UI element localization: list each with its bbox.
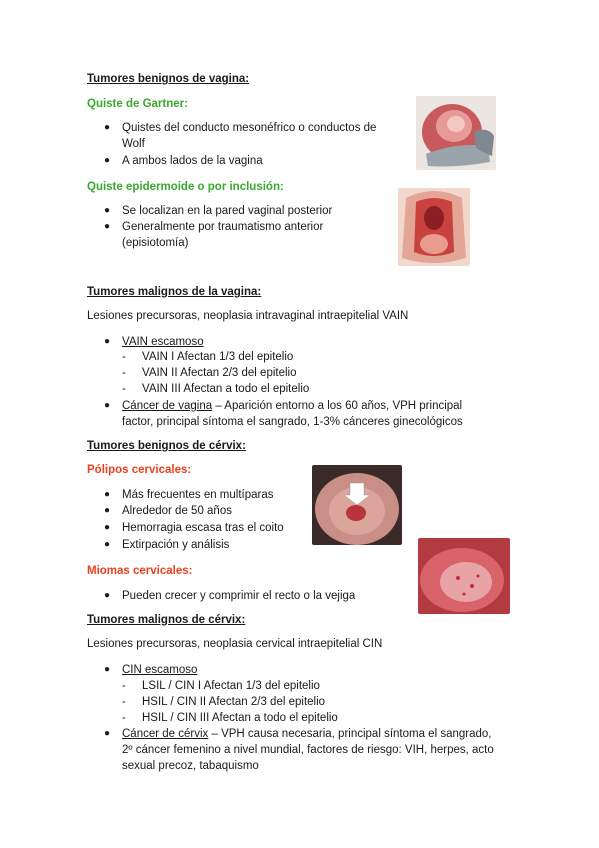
bullet-icon: ● [104,205,111,216]
dash-icon: - [122,680,126,692]
list-item: VAIN I Afectan 1/3 del epitelio [142,351,294,363]
dash-icon: - [122,712,126,724]
list-item: LSIL / CIN I Afectan 1/3 del epitelio [142,680,320,692]
dash-icon: - [122,367,126,379]
bullet-icon: ● [104,336,111,347]
gartner-cyst-illustration [416,96,496,170]
bullet-icon: ● [104,489,111,500]
list-item: Extirpación y análisis [122,539,230,551]
subheading-epidermoid: Quiste epidermoide o por inclusión: [87,181,284,193]
list-item: Pueden crecer y comprimir el recto o la vejiga [122,590,356,602]
dash-icon: - [122,696,126,708]
list-item: VAIN III Afectan a todo el epitelio [142,383,310,395]
subheading-myomas: Miomas cervicales: [87,565,193,577]
list-item: CIN escamoso [122,664,198,676]
list-item: sexual precoz, tabaquismo [122,760,259,772]
bullet-icon: ● [104,664,111,675]
list-item: 2º cáncer femenino a nivel mundial, factores de riesgo: VIH, herpes, acto [122,744,494,756]
heading-benign-vagina: Tumores benignos de vagina: [87,73,250,85]
subheading-gartner: Quiste de Gartner: [87,98,188,110]
list-item: Cáncer de vagina – Aparición entorno a los 60 años, VPH principal [122,400,463,412]
intro-text: Lesiones precursoras, neoplasia cervical intraepitelial CIN [87,638,383,650]
list-item: Cáncer de cérvix – VPH causa necesaria, principal síntoma el sangrado, [122,728,492,740]
heading-malignant-cervix: Tumores malignos de cérvix: [87,614,246,626]
heading-malignant-vagina: Tumores malignos de la vagina: [87,286,262,298]
dash-icon: - [122,351,126,363]
list-item: VAIN escamoso [122,336,204,348]
list-item: HSIL / CIN II Afectan 2/3 del epitelio [142,696,326,708]
bullet-icon: ● [104,155,111,166]
list-item: Alrededor de 50 años [122,505,232,517]
subheading-polyps: Pólipos cervicales: [87,464,192,476]
list-item: Más frecuentes en multíparas [122,489,274,501]
bullet-icon: ● [104,221,111,232]
cervical-myoma-photo [418,538,510,614]
bullet-icon: ● [104,122,111,133]
list-item: Quistes del conducto mesonéfrico o conductos de [122,122,377,134]
epidermoid-cyst-illustration [398,188,470,266]
bullet-icon: ● [104,400,111,411]
intro-text: Lesiones precursoras, neoplasia intravaginal intraepitelial VAIN [87,310,409,322]
bullet-icon: ● [104,728,111,739]
list-item: A ambos lados de la vagina [122,155,263,167]
cervical-polyp-photo [312,465,402,545]
bullet-icon: ● [104,539,111,550]
list-item: factor, principal síntoma el sangrado, 1-3% cánceres ginecológicos [122,416,463,428]
list-item: Wolf [122,138,145,150]
list-item: Se localizan en la pared vaginal posterior [122,205,333,217]
list-item: HSIL / CIN III Afectan a todo el epitelio [142,712,338,724]
heading-benign-cervix: Tumores benignos de cérvix: [87,440,246,452]
list-item: Generalmente por traumatismo anterior [122,221,324,233]
bullet-icon: ● [104,522,111,533]
list-item: (episiotomía) [122,237,189,249]
bullet-icon: ● [104,590,111,601]
list-item: Hemorragia escasa tras el coito [122,522,284,534]
dash-icon: - [122,383,126,395]
list-item: VAIN II Afectan 2/3 del epitelio [142,367,297,379]
bullet-icon: ● [104,505,111,516]
